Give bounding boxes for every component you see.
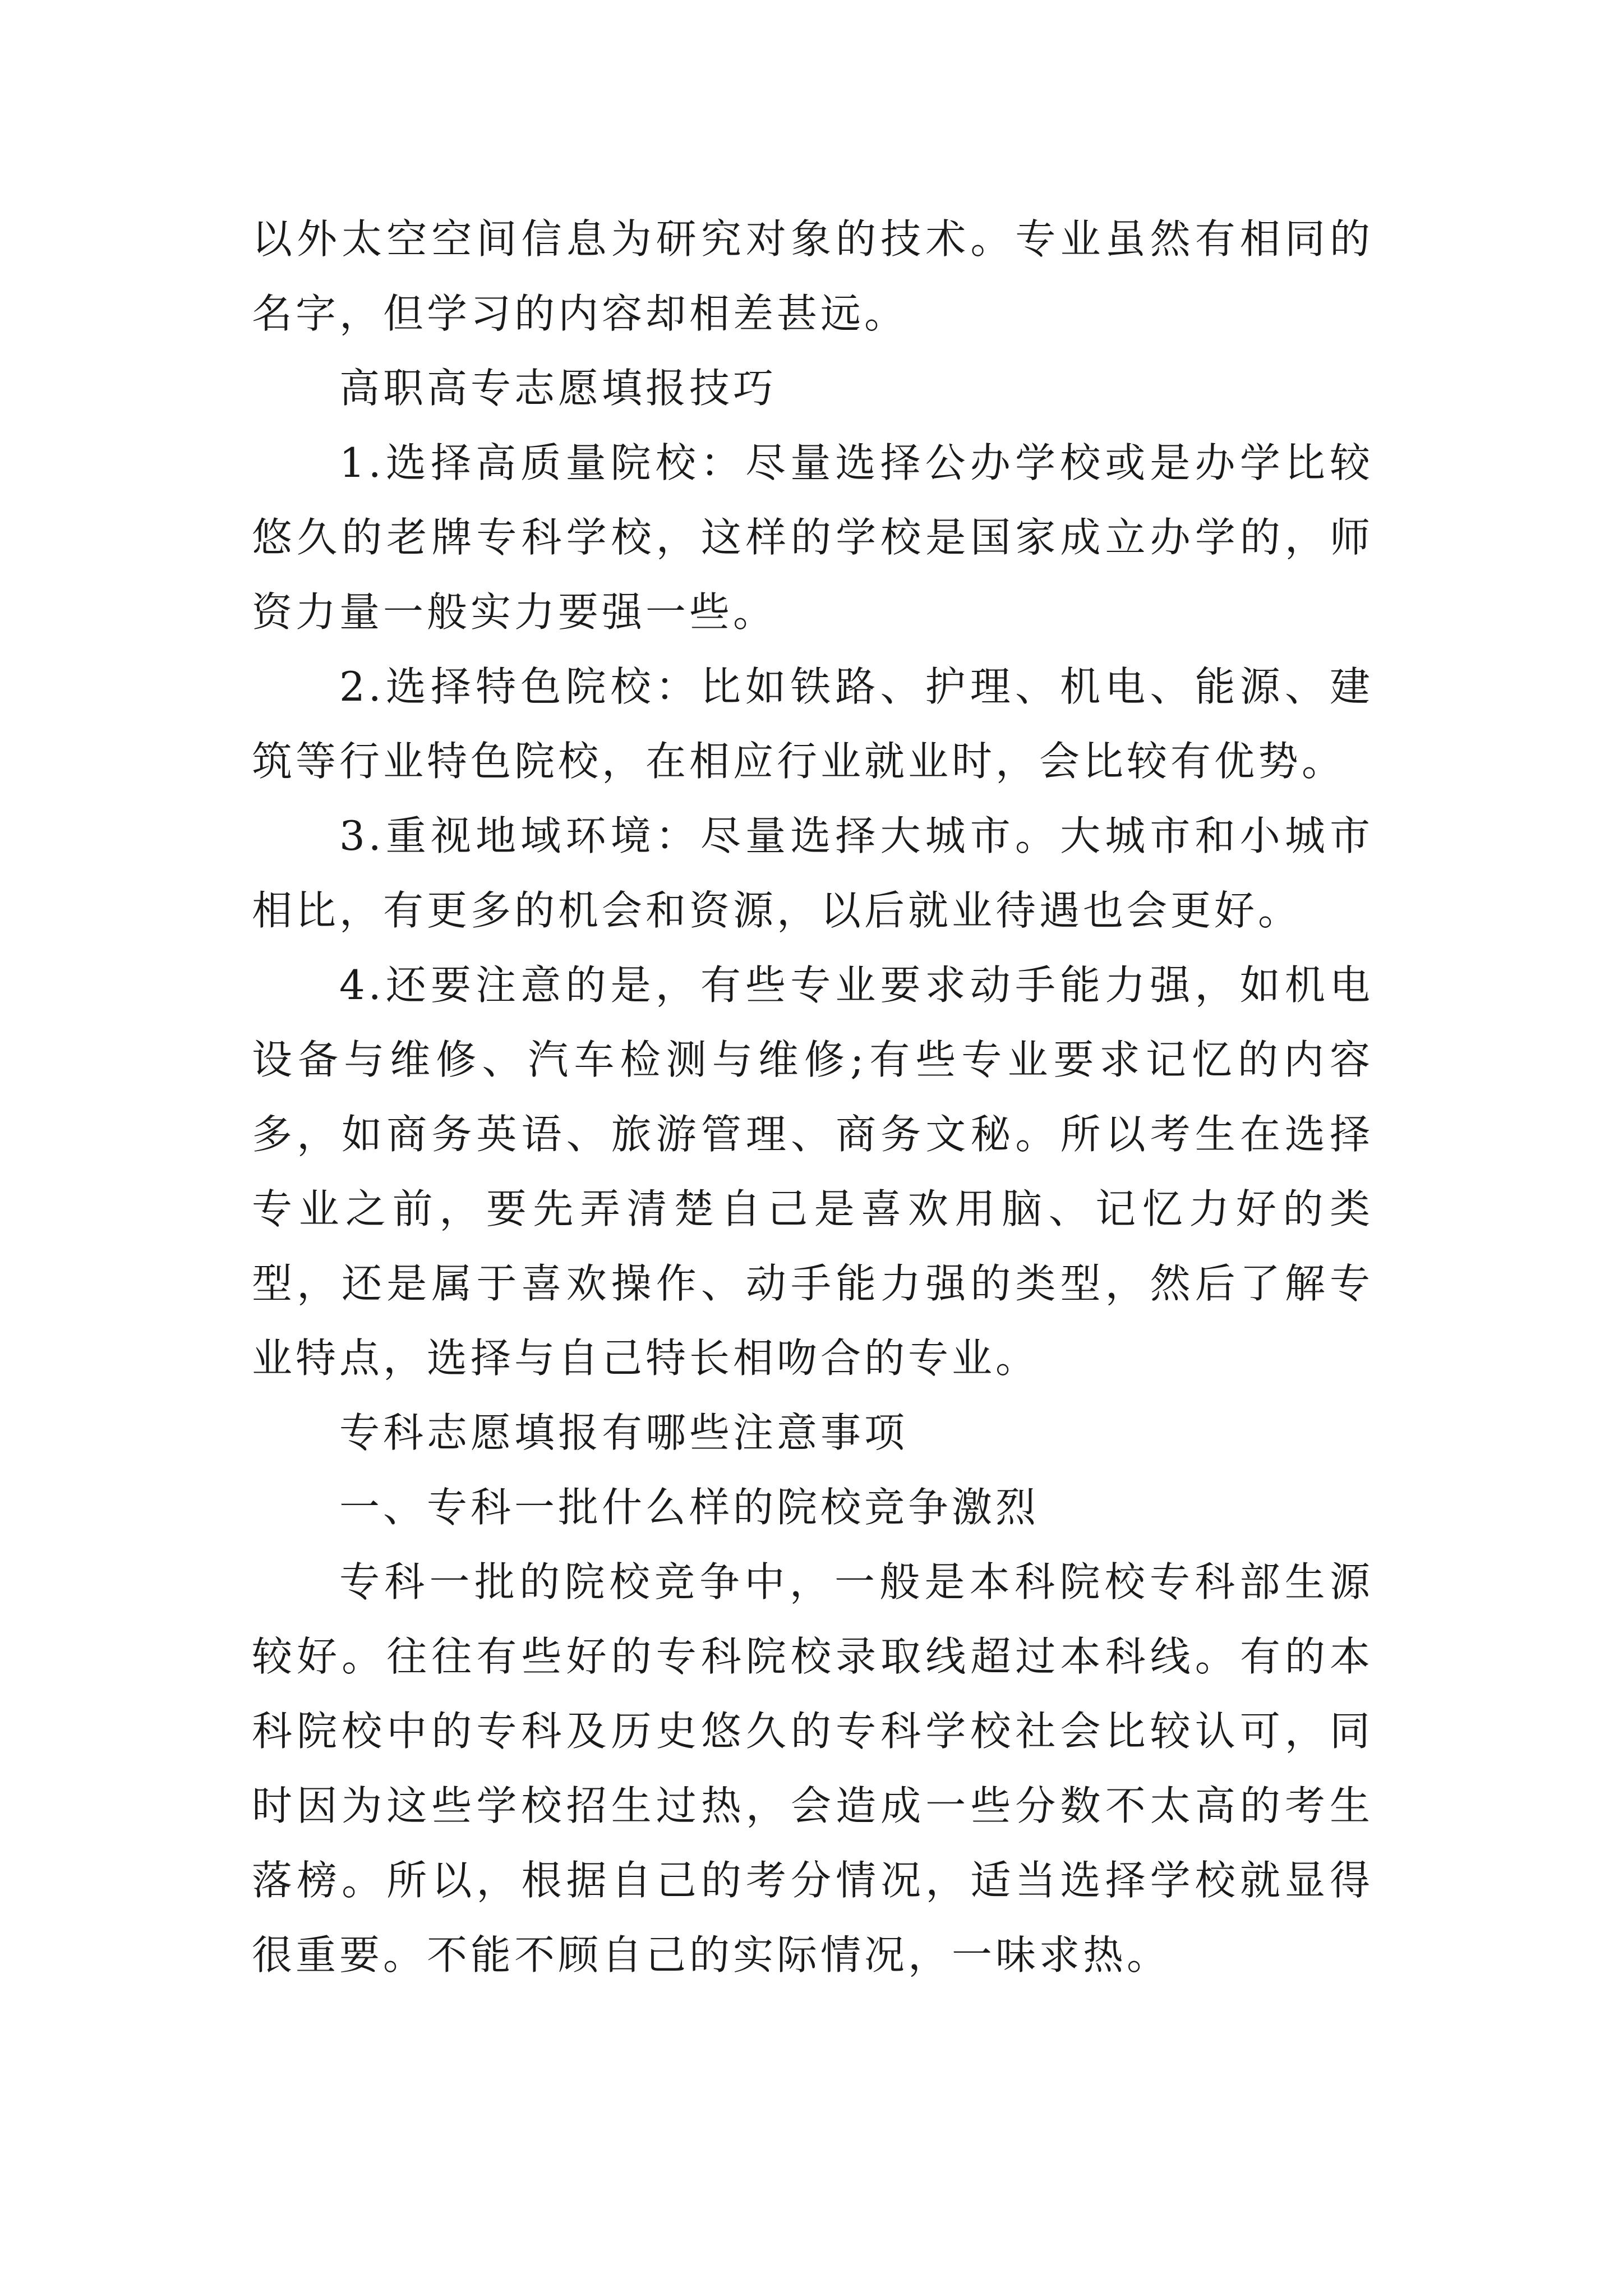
- document-body: [252, 202, 1373, 1993]
- body-paragraph: 专科一批的院校竞争中，一般是本科院校专科部生源较好。往往有些好的专科院校录取线超过本科线。有的本科院校中的专科及历史悠久的专科学校社会比较认可，同时因为这些学校招生过热，会造成一些分数不太高的考生落榜。所以，根据自己的考分情况，适当选择学校就显得很重要。不能不顾自己的实际情况，一味求热。: [252, 1558, 1373, 1978]
- tip-item-2: 2.选择特色院校：比如铁路、护理、机电、能源、建筑等行业特色院校，在相应行业就业时，会比较有优势。: [252, 663, 1373, 785]
- paragraph-continuation: 以外太空空间信息为研究对象的技术。专业虽然有相同的名字，但学习的内容却相差甚远。: [252, 215, 1373, 337]
- subheading-section-1: 一、专科一批什么样的院校竞争激烈: [339, 1484, 1040, 1531]
- heading-tips: 高职高专志愿填报技巧: [339, 365, 777, 412]
- heading-notes: 专科志愿填报有哪些注意事项: [339, 1409, 909, 1456]
- tip-item-3: 3.重视地域环境：尽量选择大城市。大城市和小城市相比，有更多的机会和资源，以后就业待遇也会更好。: [252, 812, 1373, 934]
- tip-item-1: 1.选择高质量院校：尽量选择公办学校或是办学比较悠久的老牌专科学校，这样的学校是国家成立办学的，师资力量一般实力要强一些。: [252, 439, 1373, 636]
- tip-item-4: 4.还要注意的是，有些专业要求动手能力强，如机电设备与维修、汽车检测与维修;有些专业要求记忆的内容多，如商务英语、旅游管理、商务文秘。所以考生在选择专业之前，要先弄清楚自己是喜欢用脑、记忆力好的类型，还是属于喜欢操作、动手能力强的类型，然后了解专业特点，选择与自己特长相吻合的专业。: [252, 961, 1373, 1382]
